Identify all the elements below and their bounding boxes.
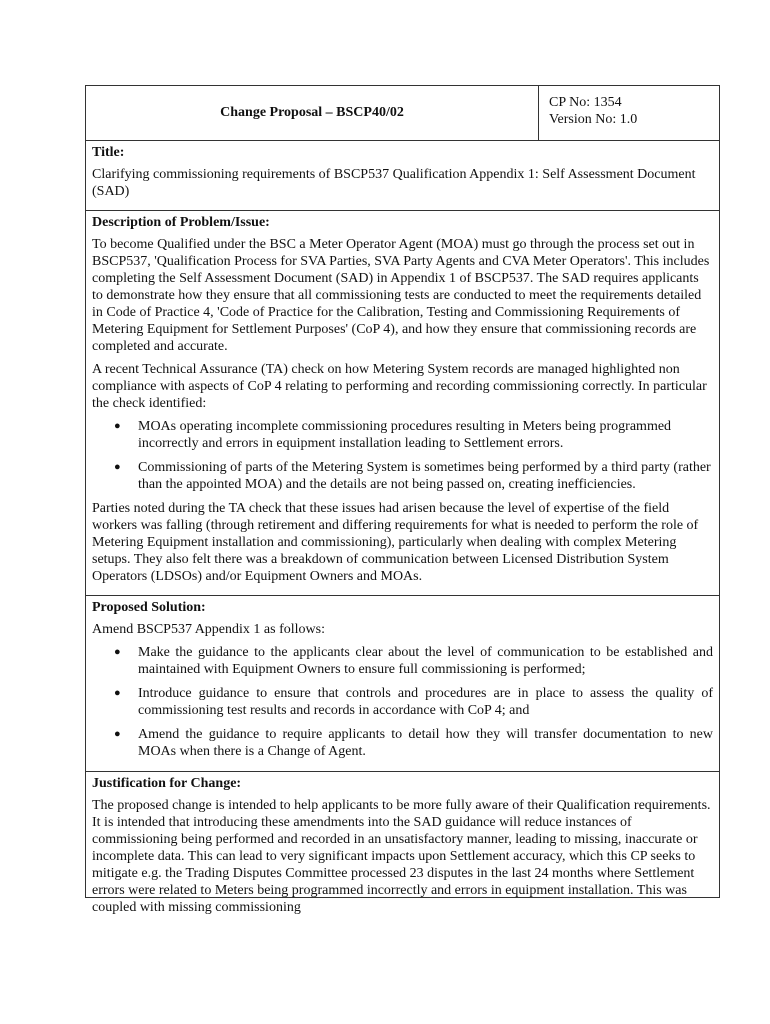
cp-number: CP No: 1354 [549, 95, 622, 110]
justification-section [86, 772, 720, 915]
title-heading: Title: [92, 145, 125, 160]
list-item [92, 685, 713, 719]
solution-section [86, 596, 720, 772]
bullet-icon: ● [114, 420, 121, 432]
list-item [92, 418, 713, 452]
form-title: Change Proposal – BSCP40/02 [86, 86, 539, 141]
bullet-icon: ● [114, 461, 121, 473]
bullet-text: Commissioning of parts of the Metering System is sometimes being performed by a third party (rather than the appointed MOA) and the details are not being passed on, creating inefficiencies. [138, 460, 711, 492]
justification-row [86, 772, 720, 898]
problem-bullet-list [92, 418, 713, 493]
header-row [86, 86, 720, 141]
problem-paragraph-2: A recent Technical Assurance (TA) check on how Metering System records are managed highlighted non compliance with aspects of CoP 4 relating to performing and recording commissioning correctly. In particular the check identified: [92, 362, 707, 411]
justification-paragraph-1: The proposed change is intended to help applicants to be more fully aware of their Qualification requirements. It is intended that introducing these amendments into the SAD guidance will reduce instances of commissioning being performed and recorded in an unsatisfactory manner, leading to missing, inaccurate or incomplete data. This can lead to very significant impacts upon Settlement accuracy, which this CP seeks to mitigate e.g. the Trading Disputes Committee processed 23 disputes in the last 24 months where Settlement errors were related to Meters being programmed incorrectly and errors in equipment installation. This was coupled with missing commissioning [92, 798, 711, 915]
problem-paragraph-1: To become Qualified under the BSC a Meter Operator Agent (MOA) must go through the process set out in BSCP537, 'Qualification Process for SVA Parties, SVA Party Agents and CVA Meter Operators'. This includes completing the Self Assessment Document (SAD) in Appendix 1 of BSCP537. The SAD requires applicants to demonstrate how they ensure that all commissioning tests are conducted to meet the requirements detailed in Code of Practice 4, 'Code of Practice for the Calibration, Testing and Commissioning Requirements of Metering Equipment for Settlement Purposes' (CoP 4), and how they ensure that commissioning records are completed and accurate. [92, 237, 710, 354]
solution-row [86, 596, 720, 772]
document-page [85, 85, 719, 915]
solution-heading: Proposed Solution: [92, 600, 206, 615]
justification-heading: Justification for Change: [92, 776, 242, 791]
justification-body [92, 775, 713, 915]
title-text: Clarifying commissioning requirements of BSCP537 Qualification Appendix 1: Self Assessment Document (SAD) [92, 167, 696, 199]
bullet-text: Introduce guidance to ensure that controls and procedures are in place to assess the quality of commissioning test results and records in accordance with CoP 4; and [138, 686, 713, 718]
bullet-text: Amend the guidance to require applicants to detail how they will transfer documentation to new MOAs when there is a Change of Agent. [138, 727, 713, 759]
bullet-text: Make the guidance to the applicants clear about the level of communication to be established and maintained with Equipment Owners to ensure full commissioning is performed; [138, 645, 713, 677]
problem-heading: Description of Problem/Issue: [92, 215, 270, 230]
form-meta [539, 86, 720, 141]
bullet-text: MOAs operating incomplete commissioning procedures resulting in Meters being programmed incorrectly and errors in equipment installation leading to Settlement errors. [138, 419, 672, 451]
list-item [92, 644, 713, 678]
version-number: Version No: 1.0 [549, 112, 638, 127]
bullet-icon: ● [114, 728, 121, 740]
list-item [92, 459, 713, 493]
bullet-icon: ● [114, 646, 121, 658]
title-row [86, 141, 720, 211]
change-proposal-form [85, 85, 720, 915]
problem-paragraph-3: Parties noted during the TA check that these issues had arisen because the level of expertise of the field workers was falling (through retirement and differing requirements for what is needed to perform the role of Metering Equipment installation and commissioning), particularly when dealing with complex Metering setups. They also felt there was a breakdown of communication between Licensed Distribution System Operators (LDSOs) and/or Equipment Owners and MOAs. [92, 501, 699, 584]
solution-intro: Amend BSCP537 Appendix 1 as follows: [92, 622, 325, 637]
problem-row [86, 211, 720, 596]
solution-bullet-list [92, 644, 713, 760]
title-section [86, 141, 720, 211]
bullet-icon: ● [114, 687, 121, 699]
list-item [92, 726, 713, 760]
problem-section [86, 211, 720, 596]
